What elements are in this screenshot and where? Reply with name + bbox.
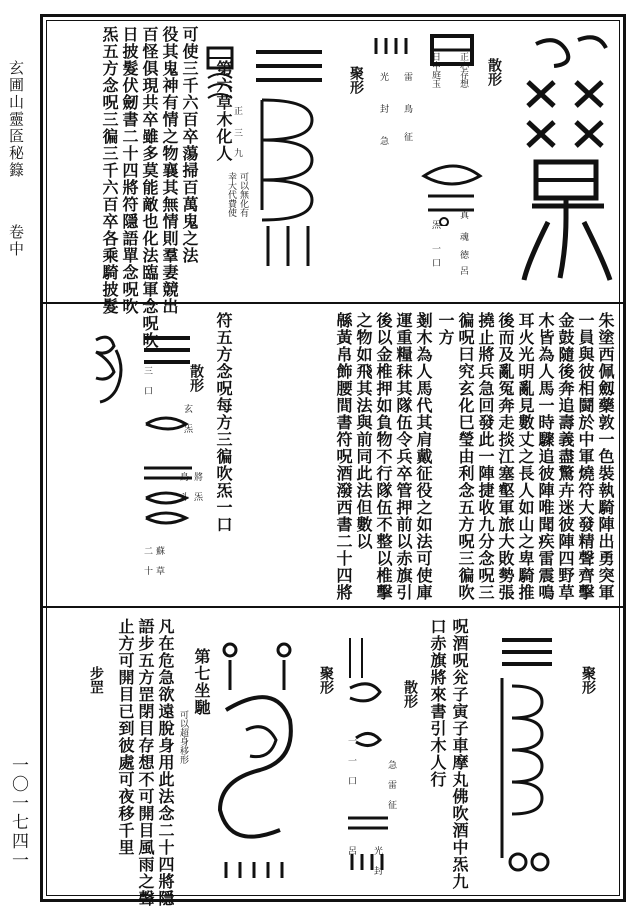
glyph-notes: 口	[430, 258, 440, 267]
small-note: 三	[142, 366, 152, 375]
chapter-note: 可以超身移形	[178, 710, 188, 764]
volume-label: 卷中	[7, 224, 25, 258]
small-note: 雷	[386, 780, 396, 789]
text-column: 符五方念呪每方三徧吹炁一口	[214, 312, 233, 533]
small-note: 炁	[182, 424, 192, 433]
text-column: 後以金椎押如負物不行隊伍不整以椎擊	[374, 312, 393, 601]
small-note: 炁	[192, 492, 202, 501]
chapter-small-mark: 三	[232, 128, 242, 137]
text-column: 一員與彼相鬪於中軍燒符大發精聲齊擊	[576, 312, 595, 601]
text-column: 朱塗西佩劔藥敦一色裝執騎陣出勇突軍	[596, 312, 615, 601]
text-column: 口赤旗將來書引木人行	[428, 618, 447, 788]
page-number: 一〇一七四一	[8, 756, 28, 870]
chapter-small-mark: 正	[232, 106, 242, 115]
talisman-sanxing-large	[518, 26, 616, 284]
text-column: 可使三千六百卒蕩掃百萬鬼之法	[180, 26, 199, 264]
glyph-notes: 日中庭玉	[430, 52, 440, 88]
label-jushing: 聚形	[318, 666, 334, 694]
text-column: 之物如飛其法與前同此法但數以	[354, 312, 373, 550]
small-note: 呂	[346, 846, 356, 855]
text-column: 止方可開目已到彼處可夜移千里	[116, 618, 135, 856]
text-column: 耳火光明亂見數丈之長人如山之卑騎推	[516, 312, 535, 601]
text-column: 百怪俱現共卒雖多莫能敵也化法臨軍念呪吹	[140, 26, 159, 349]
text-column: 緜黃帛飾腰間書符呪酒潑西書二十四將	[334, 312, 353, 601]
text-column: 凡在危急欲遠脫身用此法念二十四將隱	[156, 618, 175, 907]
glyph-notes: 徳	[458, 250, 468, 259]
small-note: 草	[154, 566, 164, 575]
glyph-notes: 炁	[430, 220, 440, 229]
talisman-ticks	[370, 36, 420, 60]
label-jushing: 聚形	[348, 66, 364, 94]
text-column: 一方	[436, 312, 455, 346]
talisman-panel3-large	[216, 630, 306, 880]
glyph-notes: 魂	[458, 232, 468, 241]
glyph-notes: 急	[378, 136, 388, 145]
text-column: 語步五方罡閉目存想不可開目風雨之聲	[136, 618, 155, 907]
talisman-juxing-large	[248, 30, 332, 280]
text-column: 木皆為人馬一時驟追彼陣唯聞疾雷震鳴	[536, 312, 555, 601]
glyph-notes: 征	[402, 132, 412, 141]
text-column: 炁五方念呪三徧三千六百卒各乘騎披髮	[100, 26, 119, 315]
glyph-notes: 真	[458, 210, 468, 219]
small-note: 二	[142, 546, 152, 555]
text-column: 呪酒呪兊子寅子車摩丸佛吹酒中炁九	[450, 618, 469, 890]
small-note: 封	[372, 866, 382, 875]
small-note: 斗	[178, 492, 188, 501]
label-sanxing: 散形	[402, 680, 418, 708]
glyph-notes: 正心存想	[458, 52, 468, 88]
glyph-notes: 光	[378, 72, 388, 81]
label-sanxing: 散形	[188, 364, 204, 392]
talisman-panel2-left	[86, 330, 136, 410]
small-note: 口	[142, 386, 152, 395]
label-jushing: 聚形	[580, 666, 596, 694]
chapter-title: 第六草木化人	[214, 60, 233, 162]
text-column: 役其鬼神有情之物襄其無情則羣妻競出	[160, 26, 179, 315]
chapter-title: 第七坐馳	[192, 648, 211, 716]
glyph-notes: 雷	[402, 72, 412, 81]
small-note: 征	[386, 800, 396, 809]
small-note: 玄	[182, 404, 192, 413]
text-column: 後而及亂冤奔走掞江塞壑軍旅大敗勢張	[496, 312, 515, 601]
text-column: 撓止將兵急回發此一陣捷收九分念呪三	[476, 312, 495, 601]
book-title: 玄圃山靈匼秘籙	[7, 60, 25, 179]
small-note: 光	[372, 846, 382, 855]
glyph-notes: 一	[430, 244, 440, 253]
text-column: 徧呪曰究玄化巳瑩由利念五方呪三徧吹	[456, 312, 475, 601]
text-column: 運重糧秣其隊伍令兵卒管押前以赤旗引	[394, 312, 413, 601]
text-column: 剗木為人馬代其肩戴征役之如法可使庫	[414, 312, 433, 601]
small-note: 鳥	[178, 472, 188, 481]
small-note: 蘇	[154, 546, 164, 555]
label-buzheng: 步罡	[88, 666, 104, 694]
small-note: 一	[346, 756, 356, 765]
glyph-notes: 封	[378, 104, 388, 113]
label-sanxing: 散形	[486, 58, 502, 86]
glyph-notes: 呂	[458, 266, 468, 275]
chapter-note: 可以無化有	[238, 172, 248, 217]
divider-2	[40, 606, 626, 608]
small-note: 一	[346, 736, 356, 745]
text-column: 日披髮伏劒書二十四將符隱語單念呪吹	[120, 26, 139, 315]
small-note: 將	[192, 472, 202, 481]
talisman-panel3-right	[488, 626, 568, 886]
chapter-note: 幸大代費使	[226, 172, 236, 217]
text-column: 金鼓隨後奔追壽義盡驚卉迷彼陣四野草	[556, 312, 575, 601]
small-note: 十	[142, 566, 152, 575]
small-note: 口	[346, 776, 356, 785]
glyph-notes: 鳥	[402, 104, 412, 113]
small-note: 急	[386, 760, 396, 769]
talisman-panel3-middle	[340, 628, 400, 878]
chapter-small-mark: 九	[232, 148, 242, 157]
